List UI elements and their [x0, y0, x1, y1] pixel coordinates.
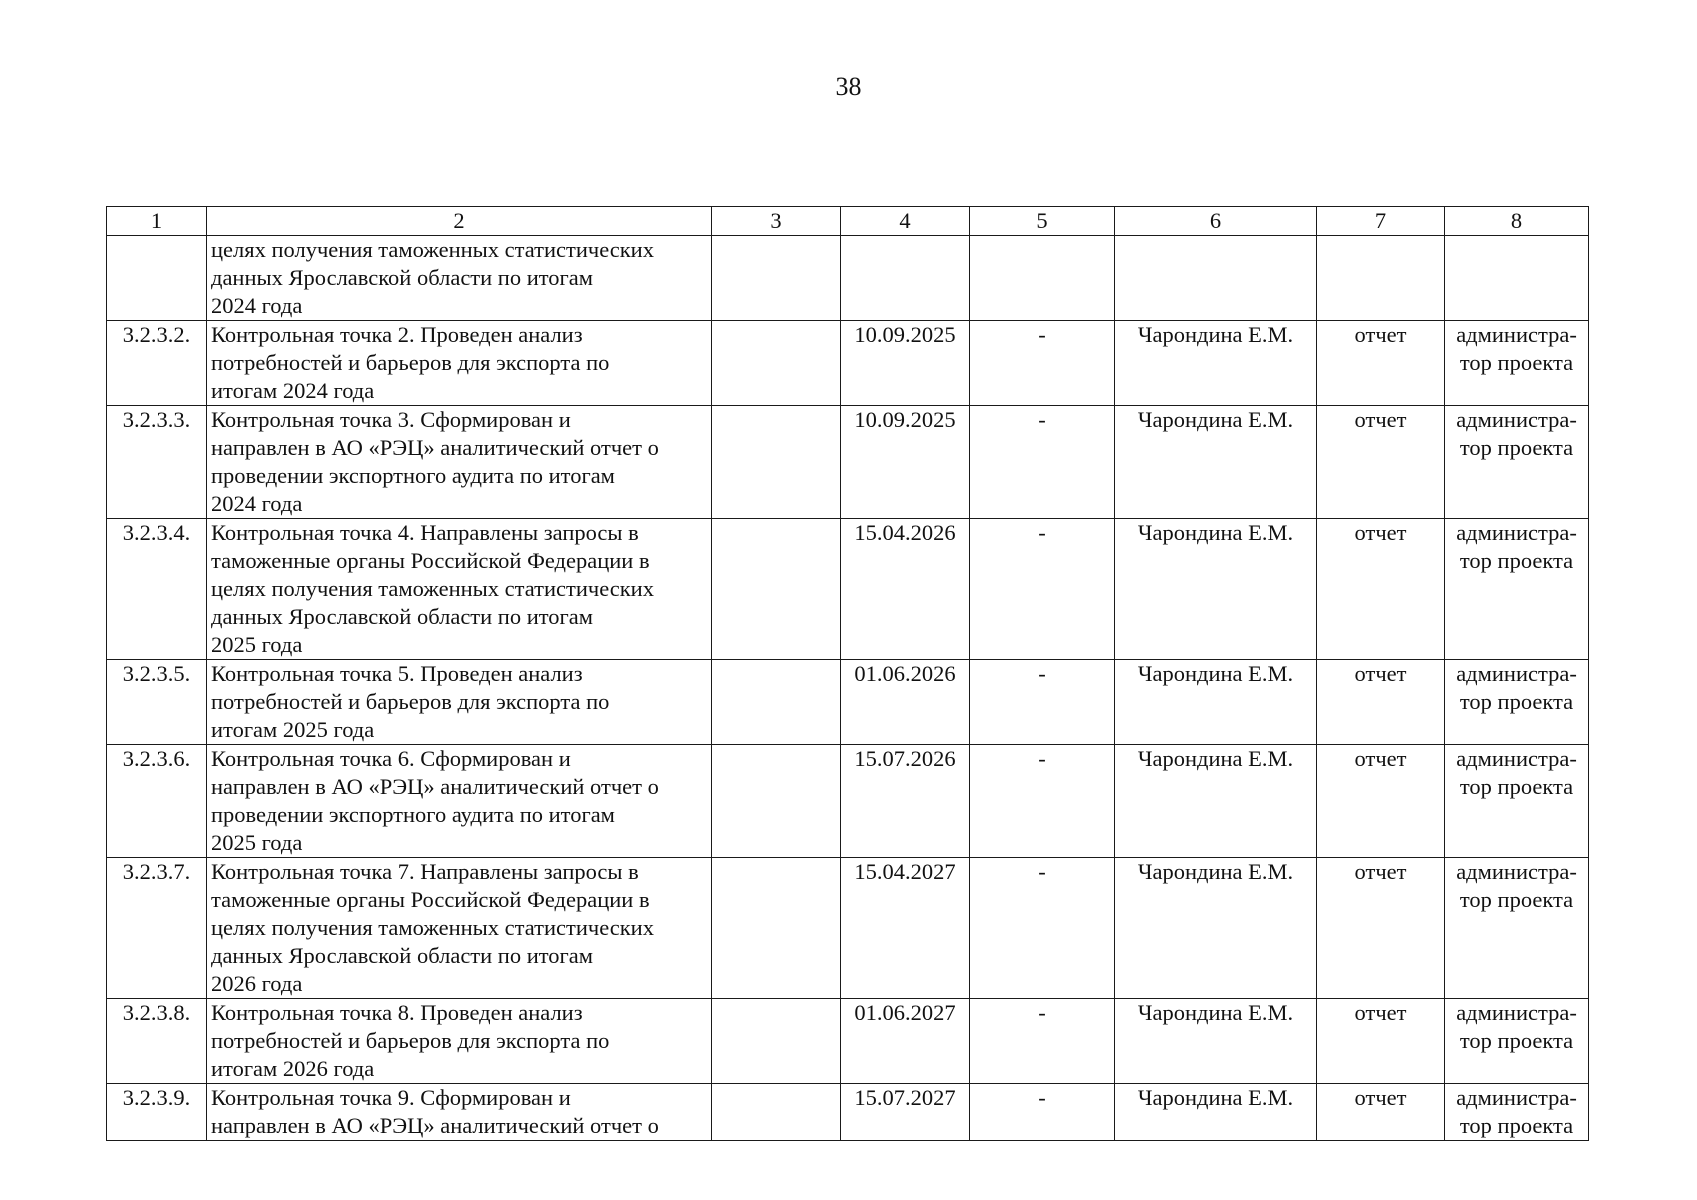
- row-role: [1445, 519, 1589, 660]
- description-line: 2024 года: [211, 491, 303, 516]
- description-line: итогам 2024 года: [211, 378, 375, 403]
- row-col-3: [712, 858, 841, 999]
- row-number: [107, 236, 207, 321]
- row-number: 3.2.3.2.: [107, 321, 207, 406]
- row-number: 3.2.3.6.: [107, 745, 207, 858]
- table-row: [107, 406, 1589, 519]
- role-line: администра-: [1456, 859, 1577, 884]
- role-line: тор проекта: [1459, 548, 1574, 573]
- role-line: администра-: [1456, 1085, 1577, 1110]
- row-col-3: [712, 745, 841, 858]
- row-role: [1445, 236, 1589, 321]
- row-number: 3.2.3.7.: [107, 858, 207, 999]
- table-row: [107, 858, 1589, 999]
- row-document-type: отчет: [1317, 999, 1445, 1084]
- row-number: 3.2.3.9.: [107, 1084, 207, 1141]
- row-col-3: [712, 999, 841, 1084]
- row-document-type: [1317, 236, 1445, 321]
- row-document-type: отчет: [1317, 1084, 1445, 1141]
- table-row: [107, 236, 1589, 321]
- row-col-3: [712, 519, 841, 660]
- row-deadline-date: 15.04.2027: [841, 858, 970, 999]
- description-line: Контрольная точка 8. Проведен анализ: [211, 1000, 583, 1025]
- row-document-type: отчет: [1317, 406, 1445, 519]
- row-responsible: Чарондина Е.М.: [1115, 660, 1317, 745]
- row-role: [1445, 999, 1589, 1084]
- description-line: Контрольная точка 7. Направлены запросы в: [211, 859, 639, 884]
- row-col-5: -: [970, 321, 1115, 406]
- table-header-row: [107, 207, 1589, 236]
- header-col-7: 7: [1317, 207, 1445, 236]
- row-responsible: Чарондина Е.М.: [1115, 406, 1317, 519]
- description-line: данных Ярославской области по итогам: [211, 943, 593, 968]
- description-line: направлен в АО «РЭЦ» аналитический отчет о: [211, 1113, 659, 1138]
- row-responsible: Чарондина Е.М.: [1115, 999, 1317, 1084]
- description-line: 2024 года: [211, 293, 303, 318]
- description-line: проведении экспортного аудита по итогам: [211, 463, 615, 488]
- control-points-table: [106, 206, 1589, 1141]
- row-document-type: отчет: [1317, 660, 1445, 745]
- role-line: администра-: [1456, 661, 1577, 686]
- row-responsible: Чарондина Е.М.: [1115, 858, 1317, 999]
- table-row: [107, 745, 1589, 858]
- row-description: [207, 660, 712, 745]
- row-deadline-date: [841, 236, 970, 321]
- row-description: [207, 1084, 712, 1141]
- row-deadline-date: 15.07.2027: [841, 1084, 970, 1141]
- role-line: администра-: [1456, 746, 1577, 771]
- description-line: Контрольная точка 3. Сформирован и: [211, 407, 571, 432]
- role-line: администра-: [1456, 322, 1577, 347]
- row-col-3: [712, 1084, 841, 1141]
- row-responsible: [1115, 236, 1317, 321]
- row-deadline-date: 10.09.2025: [841, 406, 970, 519]
- role-line: администра-: [1456, 407, 1577, 432]
- description-line: данных Ярославской области по итогам: [211, 265, 593, 290]
- role-line: тор проекта: [1459, 435, 1574, 460]
- table-row: [107, 660, 1589, 745]
- description-line: потребностей и барьеров для экспорта по: [211, 1028, 610, 1053]
- description-line: Контрольная точка 6. Сформирован и: [211, 746, 571, 771]
- row-col-5: -: [970, 858, 1115, 999]
- row-col-5: -: [970, 745, 1115, 858]
- row-description: [207, 406, 712, 519]
- description-line: итогам 2026 года: [211, 1056, 375, 1081]
- row-col-5: -: [970, 406, 1115, 519]
- row-responsible: Чарондина Е.М.: [1115, 745, 1317, 858]
- row-deadline-date: 01.06.2027: [841, 999, 970, 1084]
- row-col-5: [970, 236, 1115, 321]
- header-col-6: 6: [1115, 207, 1317, 236]
- row-deadline-date: 15.07.2026: [841, 745, 970, 858]
- row-number: 3.2.3.3.: [107, 406, 207, 519]
- row-number: 3.2.3.5.: [107, 660, 207, 745]
- row-deadline-date: 15.04.2026: [841, 519, 970, 660]
- role-line: тор проекта: [1459, 887, 1574, 912]
- header-col-1: 1: [107, 207, 207, 236]
- description-line: направлен в АО «РЭЦ» аналитический отчет о: [211, 435, 659, 460]
- row-description: [207, 999, 712, 1084]
- description-line: данных Ярославской области по итогам: [211, 604, 593, 629]
- row-role: [1445, 660, 1589, 745]
- role-line: тор проекта: [1459, 1113, 1574, 1138]
- role-line: администра-: [1456, 520, 1577, 545]
- row-number: 3.2.3.8.: [107, 999, 207, 1084]
- description-line: целях получения таможенных статистических: [211, 576, 654, 601]
- row-deadline-date: 10.09.2025: [841, 321, 970, 406]
- header-col-3: 3: [712, 207, 841, 236]
- row-responsible: Чарондина Е.М.: [1115, 321, 1317, 406]
- role-line: администра-: [1456, 1000, 1577, 1025]
- table-row: [107, 321, 1589, 406]
- description-line: проведении экспортного аудита по итогам: [211, 802, 615, 827]
- row-number: 3.2.3.4.: [107, 519, 207, 660]
- row-description: [207, 519, 712, 660]
- description-line: направлен в АО «РЭЦ» аналитический отчет о: [211, 774, 659, 799]
- row-col-3: [712, 406, 841, 519]
- role-line: тор проекта: [1459, 689, 1574, 714]
- row-deadline-date: 01.06.2026: [841, 660, 970, 745]
- description-line: потребностей и барьеров для экспорта по: [211, 689, 610, 714]
- row-col-5: -: [970, 1084, 1115, 1141]
- row-document-type: отчет: [1317, 519, 1445, 660]
- row-description: [207, 321, 712, 406]
- description-line: итогам 2025 года: [211, 717, 375, 742]
- row-role: [1445, 858, 1589, 999]
- row-role: [1445, 1084, 1589, 1141]
- description-line: Контрольная точка 9. Сформирован и: [211, 1085, 571, 1110]
- header-col-2: 2: [207, 207, 712, 236]
- description-line: таможенные органы Российской Федерации в: [211, 548, 650, 573]
- row-col-3: [712, 321, 841, 406]
- header-col-5: 5: [970, 207, 1115, 236]
- role-line: тор проекта: [1459, 1028, 1574, 1053]
- row-col-5: -: [970, 999, 1115, 1084]
- description-line: целях получения таможенных статистических: [211, 237, 654, 262]
- description-line: Контрольная точка 5. Проведен анализ: [211, 661, 583, 686]
- row-col-5: -: [970, 660, 1115, 745]
- role-line: тор проекта: [1459, 774, 1574, 799]
- description-line: потребностей и барьеров для экспорта по: [211, 350, 610, 375]
- page-number: 38: [835, 72, 862, 101]
- description-line: целях получения таможенных статистических: [211, 915, 654, 940]
- row-col-3: [712, 236, 841, 321]
- row-responsible: Чарондина Е.М.: [1115, 519, 1317, 660]
- row-role: [1445, 321, 1589, 406]
- description-line: 2025 года: [211, 632, 303, 657]
- role-line: тор проекта: [1459, 350, 1574, 375]
- table-row: [107, 519, 1589, 660]
- row-col-5: -: [970, 519, 1115, 660]
- description-line: 2025 года: [211, 830, 303, 855]
- description-line: таможенные органы Российской Федерации в: [211, 887, 650, 912]
- row-description: [207, 236, 712, 321]
- row-description: [207, 858, 712, 999]
- table-row: [107, 999, 1589, 1084]
- header-col-4: 4: [841, 207, 970, 236]
- row-role: [1445, 745, 1589, 858]
- row-document-type: отчет: [1317, 321, 1445, 406]
- description-line: 2026 года: [211, 971, 303, 996]
- row-document-type: отчет: [1317, 858, 1445, 999]
- row-description: [207, 745, 712, 858]
- header-col-8: 8: [1445, 207, 1589, 236]
- description-line: Контрольная точка 2. Проведен анализ: [211, 322, 583, 347]
- row-col-3: [712, 660, 841, 745]
- row-document-type: отчет: [1317, 745, 1445, 858]
- row-responsible: Чарондина Е.М.: [1115, 1084, 1317, 1141]
- description-line: Контрольная точка 4. Направлены запросы в: [211, 520, 639, 545]
- table-row: [107, 1084, 1589, 1141]
- row-role: [1445, 406, 1589, 519]
